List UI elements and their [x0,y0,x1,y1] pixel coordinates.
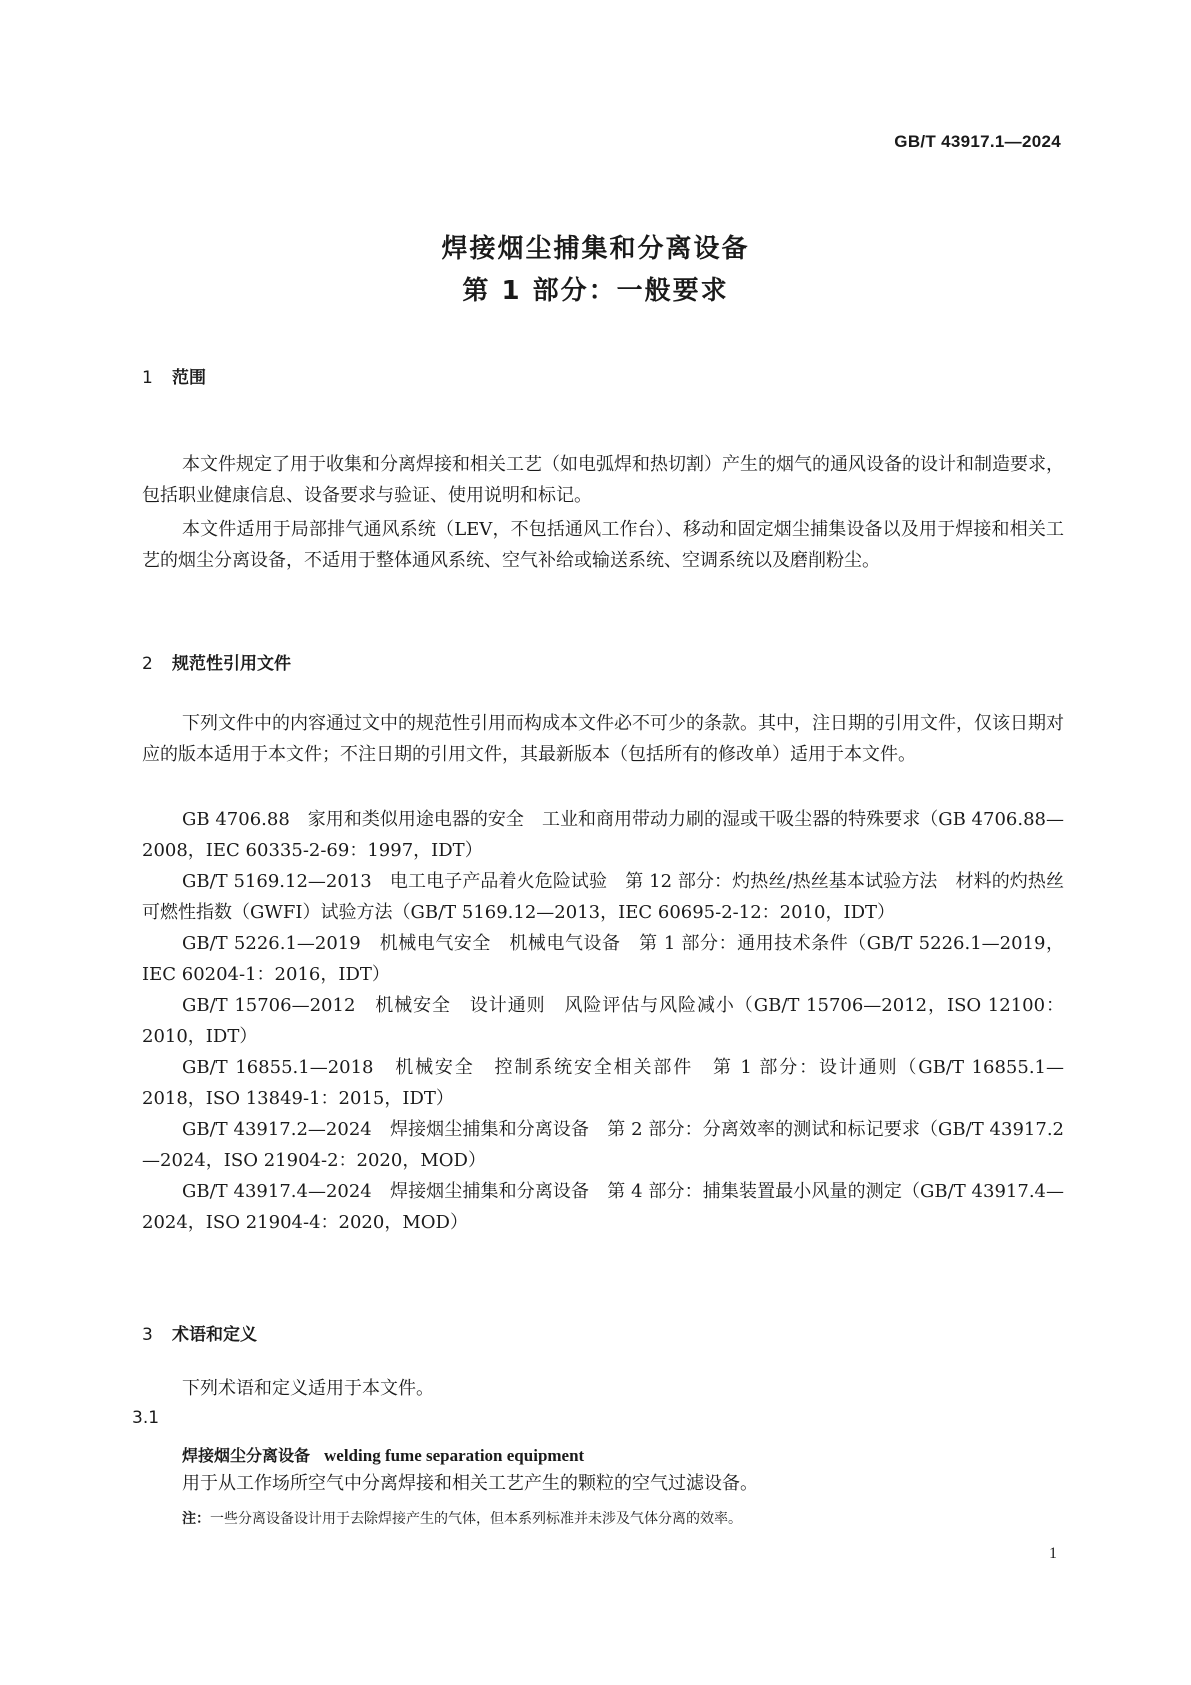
standard-number: GB/T 43917.1—2024 [894,132,1061,151]
note-label: 注： [182,1511,210,1527]
paragraph: 下列术语和定义适用于本文件。 [182,1378,434,1399]
term-note [182,1508,742,1528]
paragraph: 下列文件中的内容通过文中的规范性引用而构成本文件必不可少的条款。其中，注日期的引用文件，仅该日期对应的版本适用于本文件；不注日期的引用文件，其最新版本（包括所有的修改单）适用于本文件。 [142,713,1064,765]
section-title: 规范性引用文件 [172,654,291,674]
section-heading-normative-references [142,649,291,674]
document-subtitle: 第 1 部分：一般要求 [462,276,729,306]
reference-item: GB/T 43917.4—2024 焊接烟尘捕集和分离设备 第 4 部分：捕集装置最小风量的测定（GB/T 43917.4—2024，ISO 21904-4：2020，MOD） [142,1181,1064,1233]
section-title: 范围 [172,368,206,388]
page-number: 1 [1049,1545,1057,1562]
reference-item: GB/T 16855.1—2018 机械安全 控制系统安全相关部件 第 1 部分：设计通则（GB/T 16855.1—2018，ISO 13849-1：2015，IDT） [142,1057,1064,1109]
paragraph: 本文件规定了用于收集和分离焊接和相关工艺（如电弧焊和热切割）产生的烟气的通风设备的设计和制造要求，包括职业健康信息、设备要求与验证、使用说明和标记。 [142,454,1064,506]
note-text: 一些分离设备设计用于去除焊接产生的气体，但本系列标准并未涉及气体分离的效率。 [210,1511,742,1527]
reference-item: GB/T 5169.12—2013 电工电子产品着火危险试验 第 12 部分：灼热丝/热丝基本试验方法 材料的灼热丝可燃性指数（GWFI）试验方法（GB/T 5169.12—2013，IEC 60695-2-12：2010，IDT） [142,871,1064,923]
reference-item: GB/T 15706—2012 机械安全 设计通则 风险评估与风险减小（GB/T 15706—2012，ISO 12100：2010，IDT） [142,995,1064,1047]
section-number: 3 [142,1325,153,1345]
section-title: 术语和定义 [172,1325,257,1345]
section-heading-terms [142,1320,257,1345]
reference-item: GB/T 5226.1—2019 机械电气安全 机械电气设备 第 1 部分：通用技术条件（GB/T 5226.1—2019，IEC 60204-1：2016，IDT） [142,933,1064,985]
section-number: 1 [142,368,153,388]
term-number: 3.1 [132,1408,160,1428]
term-en: welding fume separation equipment [324,1446,585,1465]
reference-list [142,804,1064,1238]
section-number: 2 [142,654,153,674]
reference-item: GB/T 43917.2—2024 焊接烟尘捕集和分离设备 第 2 部分：分离效率的测试和标记要求（GB/T 43917.2—2024，ISO 21904-2：2020，MOD） [142,1119,1064,1171]
section-heading-scope [142,363,206,388]
term-definition: 用于从工作场所空气中分离焊接和相关工艺产生的颗粒的空气过滤设备。 [182,1473,758,1494]
document-title: 焊接烟尘捕集和分离设备 [441,234,750,264]
paragraph: 本文件适用于局部排气通风系统（LEV，不包括通风工作台）、移动和固定烟尘捕集设备以及用于焊接和相关工艺的烟尘分离设备，不适用于整体通风系统、空气补给或输送系统、空调系统以及磨削粉尘。 [142,519,1064,571]
term-heading [182,1443,584,1466]
term-zh: 焊接烟尘分离设备 [182,1446,311,1465]
reference-item: GB 4706.88 家用和类似用途电器的安全 工业和商用带动力刷的湿或干吸尘器的特殊要求（GB 4706.88—2008，IEC 60335-2-69：1997，IDT） [142,809,1064,861]
